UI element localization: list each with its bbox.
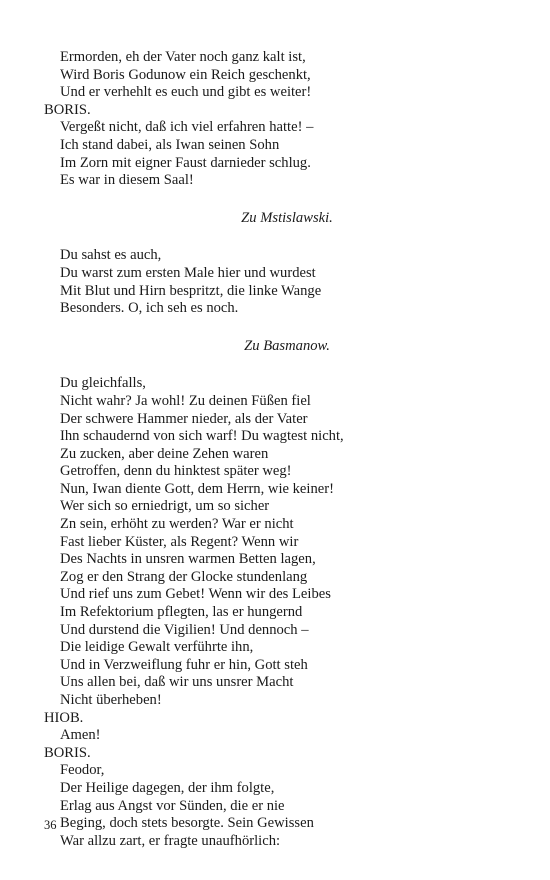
speaker-name: BORIS. xyxy=(44,744,91,761)
verse-line: Uns allen bei, daß wir uns unsrer Macht xyxy=(60,674,294,691)
verse-line: Der Heilige dagegen, der ihm folgte, xyxy=(60,779,275,796)
verse-line: Amen! xyxy=(60,727,101,744)
verse-line: Beging, doch stets besorgte. Sein Gewissen xyxy=(60,815,314,832)
verse-line: Und rief uns zum Gebet! Wenn wir des Leibes xyxy=(60,586,331,603)
verse-line: Der schwere Hammer nieder, als der Vater xyxy=(60,410,308,427)
verse-line: Besonders. O, ich seh es noch. xyxy=(60,300,239,317)
verse-line: Des Nachts in unsren warmen Betten lagen, xyxy=(60,551,316,568)
verse-line: Zog er den Strang der Glocke stundenlang xyxy=(60,568,308,585)
verse-line: Ihn schaudernd von sich warf! Du wagtest nicht, xyxy=(60,428,344,445)
verse-line: Ich stand dabei, als Iwan seinen Sohn xyxy=(60,136,280,153)
verse-line: Im Refektorium pflegten, las er hungernd xyxy=(60,604,303,621)
verse-line: Wer sich so erniedrigt, um so sicher xyxy=(60,498,270,515)
verse-line: Du gleichfalls, xyxy=(60,375,146,392)
verse-line: Du sahst es auch, xyxy=(60,247,162,264)
speaker-name: HIOB. xyxy=(44,709,84,726)
verse-line: War allzu zart, er fragte unaufhörlich: xyxy=(60,832,281,849)
verse-line: Mit Blut und Hirn bespritzt, die linke Wange xyxy=(60,282,322,299)
verse-line: Du warst zum ersten Male hier und wurdest xyxy=(60,264,316,281)
verse-line: Erlag aus Angst vor Sünden, die er nie xyxy=(60,797,285,814)
verse-line: Wird Boris Godunow ein Reich geschenkt, xyxy=(60,66,311,83)
verse-line: Fast lieber Küster, als Regent? Wenn wir xyxy=(60,533,299,550)
verse-line: Und in Verzweiflung fuhr er hin, Gott steh xyxy=(60,656,308,673)
verse-line: Nicht wahr? Ja wohl! Zu deinen Füßen fiel xyxy=(60,392,311,409)
speaker-name: BORIS. xyxy=(44,101,91,118)
verse-line: Zn sein, erhöht zu werden? War er nicht xyxy=(60,516,294,533)
drama-text xyxy=(44,49,514,850)
stage-direction: Zu Basmanow. xyxy=(244,337,330,354)
verse-line: Und er verhehlt es euch und gibt es weiter! xyxy=(60,84,312,101)
verse-line: Die leidige Gewalt verführte ihn, xyxy=(60,639,254,656)
verse-line: Im Zorn mit eigner Faust darnieder schlug. xyxy=(60,154,311,171)
verse-line: Getroffen, denn du hinktest später weg! xyxy=(60,463,292,480)
verse-line: Vergeßt nicht, daß ich viel erfahren hatte! – xyxy=(60,119,314,136)
verse-line: Es war in diesem Saal! xyxy=(60,172,194,189)
stage-direction: Zu Mstislawski. xyxy=(241,209,333,226)
page-number: 36 xyxy=(44,818,57,832)
verse-line: Ermorden, eh der Vater noch ganz kalt ist, xyxy=(60,49,306,65)
verse-line: Nicht überheben! xyxy=(60,692,162,708)
verse-line: Und durstend die Vigilien! Und dennoch – xyxy=(60,621,309,638)
verse-line: Zu zucken, aber deine Zehen waren xyxy=(60,445,269,462)
verse-line: Nun, Iwan diente Gott, dem Herrn, wie keiner! xyxy=(60,480,334,497)
verse-line: Feodor, xyxy=(60,762,105,779)
